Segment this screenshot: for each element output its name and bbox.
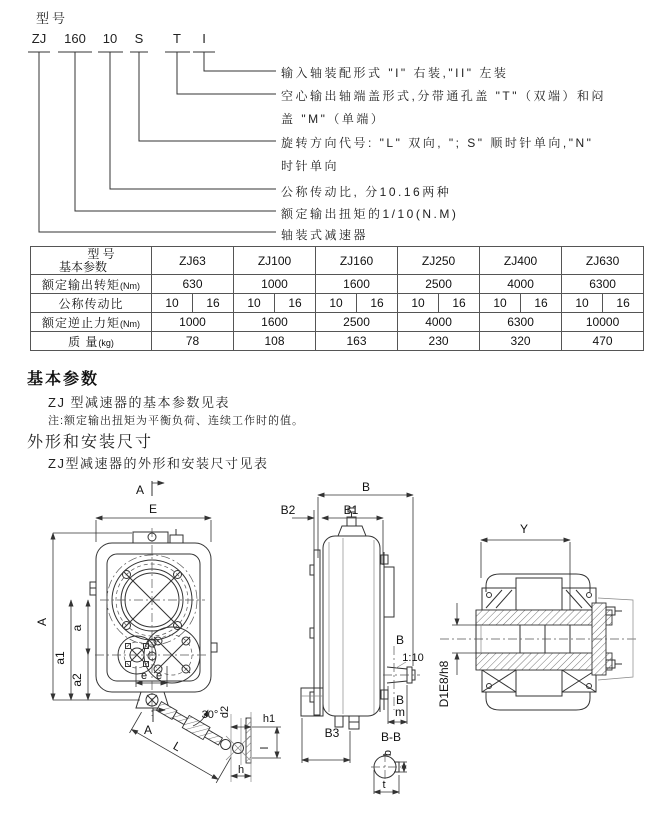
table-cell: 10 <box>316 294 357 313</box>
side-m-label: m <box>395 705 405 719</box>
table-cell: 320 <box>480 332 562 351</box>
side-section-b-bottom: B <box>395 693 405 707</box>
table-cell: 163 <box>316 332 398 351</box>
corner-line-model: 型 号 <box>87 246 115 261</box>
row-label-text: 额定逆止力矩 <box>41 315 120 330</box>
front-a-label: a <box>70 624 84 632</box>
table-cell: 16 <box>439 294 480 313</box>
front-h-label: h <box>237 764 245 776</box>
table-cell: 4000 <box>398 313 480 332</box>
note-rated-torque: 注:额定输出扭矩为平衡负荷、连续工作时的值。 <box>48 415 305 427</box>
side-key-width-label: b <box>382 749 394 757</box>
code-part-torque: 160 <box>64 31 86 46</box>
code-leader-lines <box>39 52 276 232</box>
front-section-label-top: A <box>135 483 145 497</box>
table-cell: 6300 <box>562 275 644 294</box>
front-width-label: E <box>148 502 158 516</box>
front-height-label: A <box>35 617 49 627</box>
text-dimensions: ZJ型减速器的外形和安装尺寸见表 <box>48 456 269 471</box>
row-label-unit: (Nm) <box>120 280 140 291</box>
table-cell: 470 <box>562 332 644 351</box>
explanation-line: 轴装式减速器 <box>281 228 369 242</box>
model-header: ZJ160 <box>316 247 398 275</box>
table-cell: 16 <box>275 294 316 313</box>
table-corner-cell <box>31 247 152 275</box>
side-taper-label: 1:10 <box>402 652 424 664</box>
model-header: ZJ250 <box>398 247 480 275</box>
explanation-torque <box>281 203 458 226</box>
explanation-line: 额定输出扭矩的1/10(N.M) <box>281 207 459 221</box>
table-cell: 16 <box>603 294 644 313</box>
table-cell: 2500 <box>316 313 398 332</box>
table-cell: 1600 <box>316 275 398 294</box>
table-cell: 4000 <box>480 275 562 294</box>
outline-drawings <box>0 470 650 818</box>
explanation-ratio <box>281 181 451 204</box>
front-a1-label: a1 <box>53 651 67 665</box>
row-label-unit: (Nm) <box>120 318 140 329</box>
table-cell: 1600 <box>234 313 316 332</box>
table-row-ratio <box>31 294 644 313</box>
table-cell: 16 <box>521 294 562 313</box>
model-header: ZJ400 <box>480 247 562 275</box>
side-b3-label: B3 <box>324 726 340 740</box>
row-label <box>31 332 152 351</box>
table-row-backstop-torque <box>31 313 644 332</box>
row-label <box>31 275 152 294</box>
table-cell: 10 <box>562 294 603 313</box>
table-cell: 10 <box>234 294 275 313</box>
table-row-mass <box>31 332 644 351</box>
front-view-drawing <box>35 481 281 783</box>
front-arm-length-label: L <box>170 738 184 755</box>
table-cell: 16 <box>357 294 398 313</box>
front-section-label-bottom: A <box>143 723 153 737</box>
front-d2-label: d2 <box>219 705 231 719</box>
table-cell: 630 <box>152 275 234 294</box>
explanation-line: 公称传动比, 分10.16两种 <box>281 185 452 199</box>
basic-params-table <box>30 246 644 351</box>
table-cell: 10 <box>398 294 439 313</box>
output-bore-label: D1E8/h8 <box>437 660 451 708</box>
table-cell: 10 <box>480 294 521 313</box>
table-cell: 78 <box>152 332 234 351</box>
output-y-label: Y <box>519 522 529 536</box>
table-cell: 108 <box>234 332 316 351</box>
code-part-cover: T <box>173 31 181 46</box>
row-label-text: 公称传动比 <box>58 296 124 311</box>
table-cell: 10 <box>152 294 193 313</box>
side-section-name: B-B <box>380 730 402 744</box>
row-label <box>31 313 152 332</box>
table-cell: 1000 <box>234 275 316 294</box>
row-label <box>31 294 152 313</box>
code-part-rotation: S <box>134 31 144 46</box>
front-e-right-label: e <box>155 670 163 682</box>
table-cell: 6300 <box>480 313 562 332</box>
model-code-diagram <box>0 0 650 245</box>
explanation-line: 空心输出轴端盖形式,分带通孔盖 "T"（双端）和闷 <box>281 89 607 103</box>
code-part-ratio: 10 <box>102 31 118 46</box>
model-header: ZJ63 <box>152 247 234 275</box>
explanation-line: 旋转方向代号: "L" 双向, "; S" 顺时针单向,"N" <box>281 136 594 150</box>
model-header: ZJ630 <box>562 247 644 275</box>
front-l-label: l <box>259 746 271 750</box>
side-b2-label: B2 <box>280 503 296 517</box>
explanation-series <box>281 224 368 247</box>
front-angle-label: 30° <box>201 709 219 721</box>
corner-line-params: 基本参数 <box>58 259 107 274</box>
row-label-text: 质 量 <box>68 334 99 349</box>
front-a2-label: a2 <box>70 673 84 687</box>
explanation-line: 盖 "M"（单端） <box>281 112 386 126</box>
output-shaft-section-drawing <box>437 522 636 710</box>
side-key-depth-label: t <box>382 779 386 791</box>
row-label-text: 额定输出转矩 <box>41 277 120 292</box>
table-header-row <box>31 247 644 275</box>
table-cell: 16 <box>193 294 234 313</box>
side-b-label: B <box>361 480 371 494</box>
table-cell: 2500 <box>398 275 480 294</box>
model-header: ZJ100 <box>234 247 316 275</box>
table-cell: 1000 <box>152 313 234 332</box>
table-cell: 230 <box>398 332 480 351</box>
table-cell: 10000 <box>562 313 644 332</box>
front-h1-label: h1 <box>262 713 276 725</box>
side-section-b-top: B <box>395 633 405 647</box>
explanation-line: 输入轴装配形式 "I" 右装,"II" 左装 <box>281 66 509 80</box>
heading-basic-params: 基本参数 <box>27 371 100 388</box>
explanation-input-shaft <box>281 62 508 85</box>
heading-dimensions: 外形和安装尺寸 <box>27 434 154 451</box>
side-b1-label: B1 <box>343 503 359 517</box>
table-row-output-torque <box>31 275 644 294</box>
explanation-line: 时针单向 <box>281 159 340 173</box>
side-view-drawing <box>281 480 424 794</box>
code-part-input: I <box>202 31 206 46</box>
row-label-unit: (kg) <box>98 337 114 348</box>
model-code-title: 型号 <box>36 11 69 26</box>
front-e-left-label: e <box>140 670 148 682</box>
explanation-rotation-code <box>281 132 593 178</box>
explanation-cover-type <box>281 85 606 131</box>
text-basic-params: ZJ 型减速器的基本参数见表 <box>48 395 231 410</box>
code-part-series: ZJ <box>31 31 47 46</box>
